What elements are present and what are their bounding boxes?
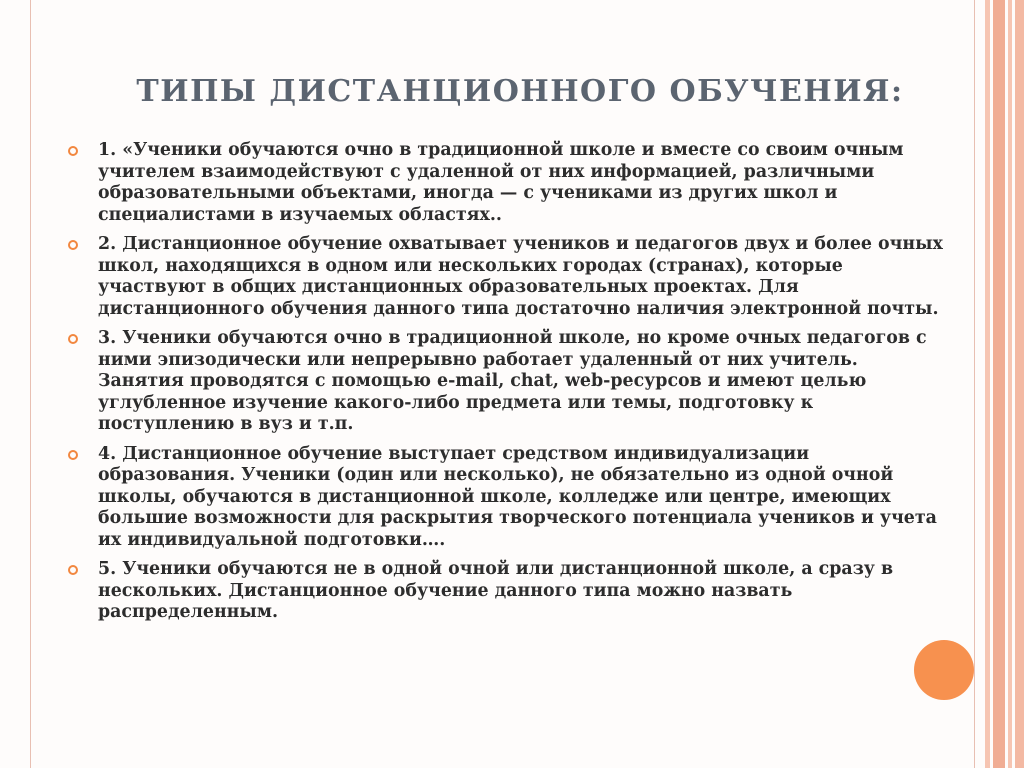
bullet-circle-icon: [68, 450, 78, 460]
list-item-text: 2. Дистанционное обучение охватывает учеников и педагогов двух и более очных школ, находящихся в одном или нескольких городах (странах), которые участвуют в общих дистанционных образовательных проектах. Для дистанционного обучения данного типа достаточно наличия электронной почты.: [98, 234, 943, 319]
bullet-circle-icon: [68, 565, 78, 575]
list-item: [68, 140, 948, 226]
decorative-circle: [914, 640, 974, 700]
decorative-stripe: [1015, 0, 1024, 768]
list-item: [68, 328, 948, 436]
bullet-circle-icon: [68, 334, 78, 344]
list-item: [68, 559, 948, 624]
list-item: [68, 234, 948, 320]
decorative-stripe: [1008, 0, 1012, 768]
bullet-circle-icon: [68, 146, 78, 156]
bullet-circle-icon: [68, 240, 78, 250]
list-item-text: 1. «Ученики обучаются очно в традиционной школе и вместе со своим очным учителем взаимодействуют с удаленной от них информацией, различными образовательными объектами, иногда — с учениками из других школ и специалистами в изучаемых областях..: [98, 140, 904, 225]
decorative-stripe: [993, 0, 1005, 768]
decorative-stripe: [985, 0, 990, 768]
list-item: [68, 444, 948, 552]
bullet-list: [68, 140, 948, 632]
list-item-text: 5. Ученики обучаются не в одной очной или дистанционной школе, а сразу в нескольких. Дистанционное обучение данного типа можно назвать распределенным.: [98, 559, 894, 622]
list-item-text: 4. Дистанционное обучение выступает средством индивидуализации образования. Ученики (один или несколько), не обязательно из одной очной школы, обучаются в дистанционной школе, колледже или центре, имеющих большие возможности для раскрытия творческого потенциала учеников и учета их индивидуальной подготовки….: [98, 443, 937, 550]
list-item-text: 3. Ученики обучаются очно в традиционной школе, но кроме очных педагогов с ними эпизодически или непрерывно работает удаленный от них учитель. Занятия проводятся с помощью e-mail, chat, web-ресурсов и имеют целью углубленное изучение какого-либо предмета или темы, подготовку к поступлению в вуз и т.п.: [98, 328, 927, 434]
slide-title: ТИПЫ ДИСТАНЦИОННОГО ОБУЧЕНИЯ:: [136, 74, 904, 109]
